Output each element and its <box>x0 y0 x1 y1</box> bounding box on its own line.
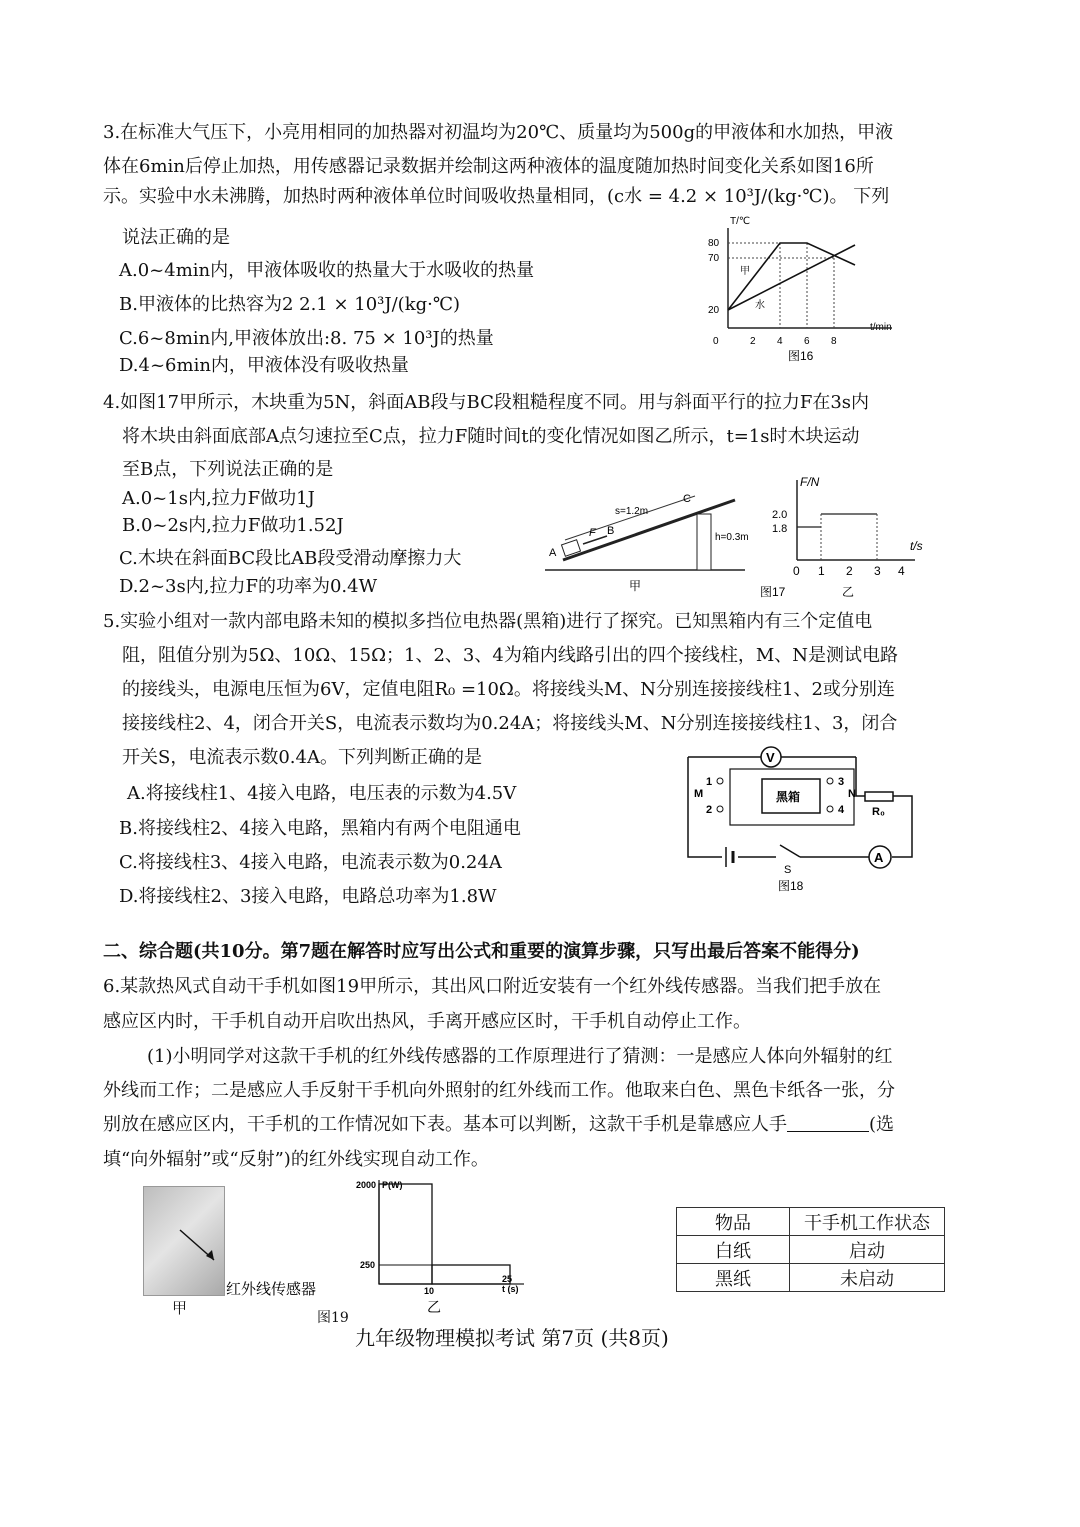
q5-line-3: 的接线头，电源电压恒为6V，定值电阻R₀ =10Ω。将接线头M、N分别连接接线柱1、2或分别连 <box>122 679 895 700</box>
fig18-terminal-2: 2 <box>706 804 713 816</box>
answer-blank <box>787 1113 869 1132</box>
fig18-terminal-dot-1 <box>717 778 723 784</box>
q5-option-a: A.将接线柱1、4接入电路，电压表的示数为4.5V <box>127 783 517 804</box>
fig17-x-tick-0: 0 <box>793 564 800 578</box>
fig18-wire-n <box>856 757 865 796</box>
sensor-pointer-arrow <box>206 1250 214 1260</box>
q3-option-c: C.6~8min内,甲液体放出:8. 75 × 10³J的热量 <box>119 328 494 349</box>
fig18-m-label: M <box>694 788 704 800</box>
fig18-wire-right <box>892 796 912 857</box>
fig16-x-tick-8: 8 <box>831 336 837 347</box>
fig17-force-label: F <box>589 527 596 539</box>
q6-line-5 <box>103 1113 894 1137</box>
fig17-h-label: h=0.3m <box>715 532 749 543</box>
fig17-sub-yi: 乙 <box>842 585 855 599</box>
fig18-terminal-1: 1 <box>706 776 713 788</box>
fig16-x-tick-2: 2 <box>750 336 756 347</box>
q5-option-b: B.将接线柱2、4接入电路，黑箱内有两个电阻通电 <box>119 818 521 839</box>
q4-line-3: 至B点，下列说法正确的是 <box>122 459 334 480</box>
fig18-resistor-r0 <box>865 792 893 801</box>
q6-line-3: (1)小明同学对这款干手机的红外线传感器的工作原理进行了猜测：一是感应人体向外辐射的红 <box>147 1046 893 1067</box>
fig18-black-box-label: 黑箱 <box>776 790 801 804</box>
q3-option-a: A.0~4min内，甲液体吸收的热量大于水吸收的热量 <box>119 260 535 281</box>
fig18-terminal-3: 3 <box>838 776 845 788</box>
table-header-row <box>677 1208 945 1236</box>
fig19-bar-250 <box>432 1265 513 1284</box>
fig16-y-tick-70: 70 <box>708 253 720 264</box>
fig16-y-label: T/℃ <box>730 216 751 227</box>
fig17-x-tick-3: 3 <box>874 564 881 578</box>
fig17-y-tick-1-8: 1.8 <box>772 523 788 535</box>
fig19-caption: 图19 <box>317 1310 349 1326</box>
fig16-x-tick-0: 0 <box>713 336 719 347</box>
table-cell: 启动 <box>790 1236 945 1264</box>
table-cell: 白纸 <box>677 1236 790 1264</box>
fig19-sub-yi: 乙 <box>427 1299 441 1315</box>
q6-line-5-text: 别放在感应区内，干手机的工作情况如下表。基本可以判断，这款干手机是靠感应人手 <box>103 1114 787 1135</box>
q5-line-5: 开关S，电流表示数0.4A。下列判断正确的是 <box>122 747 482 768</box>
q3-option-b: B.甲液体的比热容为2 2.1 × 10³J/(kg·℃) <box>119 294 461 315</box>
fig18-n-label: N <box>848 788 856 800</box>
fig18-terminal-dot-3 <box>827 778 833 784</box>
q6-line-4: 外线而工作；二是感应人手反射干手机向外照射的红外线而工作。他取来白色、黑色卡纸各一张，分 <box>103 1080 895 1101</box>
fig19-y-tick-250: 250 <box>360 1260 376 1270</box>
figure-18-circuit <box>680 735 920 895</box>
fig18-r0-label: R₀ <box>872 806 885 818</box>
fig17-sub-jia: 甲 <box>629 579 642 593</box>
fig17-x-label: t/s <box>910 539 923 553</box>
figure-19-jia-label <box>170 1226 340 1306</box>
fig18-voltmeter-label: V <box>766 750 775 765</box>
q4-option-c: C.木块在斜面BC段比AB段受滑动摩擦力大 <box>119 548 462 569</box>
dryer-results-table <box>676 1207 945 1292</box>
fig19-y-tick-2000: 2000 <box>356 1180 377 1190</box>
figure-19-power-graph <box>352 1176 532 1316</box>
fig16-x-tick-6: 6 <box>804 336 810 347</box>
fig16-x-label: t/min <box>870 322 892 333</box>
table-header-item: 物品 <box>677 1208 790 1236</box>
q5-option-d: D.将接线柱2、3接入电路，电路总功率为1.8W <box>119 886 497 907</box>
fig17-length-marker <box>565 496 695 540</box>
q5-line-2: 阻，阻值分别为5Ω、10Ω、15Ω；1、2、3、4为箱内线路引出的四个接线柱，M、N是测试电路 <box>122 645 899 666</box>
fig18-switch <box>780 845 800 857</box>
fig18-terminal-4: 4 <box>838 804 845 816</box>
fig18-ammeter-label: A <box>874 850 884 865</box>
figure-17-incline <box>545 470 749 600</box>
fig17-x-tick-4: 4 <box>898 564 905 578</box>
fig17-support <box>697 514 711 570</box>
fig17-y-tick-2: 2.0 <box>772 509 788 521</box>
fig18-switch-label: S <box>784 864 792 876</box>
figure-16-chart <box>700 212 900 370</box>
fig19-y-label: P(W) <box>382 1180 403 1190</box>
q3-line-3: 示。实验中水未沸腾，加热时两种液体单位时间吸收热量相同，(c水 = 4.2 × 10³J/(kg·℃)。 下列 <box>103 186 890 207</box>
q3-option-d: D.4~6min内，甲液体没有吸收热量 <box>119 355 409 376</box>
q6-line-5-tail: (选 <box>869 1114 895 1135</box>
fig16-label-water: 水 <box>755 300 765 311</box>
table-row <box>677 1264 945 1292</box>
fig18-terminal-dot-2 <box>717 806 723 812</box>
fig17-x-tick-2: 2 <box>846 564 853 578</box>
q3-line-1: 3.在标准大气压下，小亮用相同的加热器对初温均为20℃、质量均为500g的甲液体和水加热，甲液 <box>103 122 894 143</box>
fig19-x-tick-10: 10 <box>424 1286 435 1296</box>
fig19-bar-2000 <box>379 1184 432 1284</box>
fig17-caption: 图17 <box>760 585 786 599</box>
fig18-wire-left <box>688 757 722 857</box>
q4-option-d: D.2~3s内,拉力F的功率为0.4W <box>119 576 378 597</box>
figure-17-graph <box>760 470 923 602</box>
fig19-x-tick-25: 25 <box>502 1274 513 1284</box>
page-footer: 九年级物理模拟考试 第7页 (共8页) <box>355 1326 669 1350</box>
fig16-series-water <box>728 245 855 310</box>
q5-line-4: 接接线柱2、4，闭合开关S，电流表示数均为0.24A；将接线头M、N分别连接接线柱1、3，闭合 <box>122 713 898 734</box>
fig18-terminal-dot-4 <box>827 806 833 812</box>
fig16-caption: 图16 <box>788 349 814 363</box>
fig17-x-tick-1: 1 <box>818 564 825 578</box>
fig17-point-c: C <box>683 493 691 505</box>
q4-line-2: 将木块由斜面底部A点匀速拉至C点，拉力F随时间t的变化情况如图乙所示，t=1s时木块运动 <box>122 426 860 447</box>
table-cell: 未启动 <box>790 1264 945 1292</box>
fig17-y-label: F/N <box>800 475 820 489</box>
q3-line-4: 说法正确的是 <box>122 227 230 248</box>
table-header-state: 干手机工作状态 <box>790 1208 945 1236</box>
fig19-sub-jia: 甲 <box>172 1299 188 1317</box>
q6-line-2: 感应区内时，干手机自动开启吹出热风，手离开感应区时，干手机自动停止工作。 <box>103 1011 751 1032</box>
table-row <box>677 1236 945 1264</box>
q3-line-2: 体在6min后停止加热，用传感器记录数据并绘制这两种液体的温度随加热时间变化关系如图16所 <box>103 156 874 177</box>
q4-line-1: 4.如图17甲所示，木块重为5N，斜面AB段与BC段粗糙程度不同。用与斜面平行的拉力F在3s内 <box>103 392 870 413</box>
q6-line-1: 6.某款热风式自动干手机如图19甲所示，其出风口附近安装有一个红外线传感器。当我们把手放在 <box>103 976 882 997</box>
section-2-heading: 二、综合题(共10分。第7题在解答时应写出公式和重要的演算步骤，只写出最后答案不能得分) <box>103 941 860 962</box>
fig16-x-tick-4: 4 <box>777 336 783 347</box>
q5-line-1: 5.实验小组对一款内部电路未知的模拟多挡位电热器(黑箱)进行了探究。已知黑箱内有三个定值电 <box>103 611 873 632</box>
q5-option-c: C.将接线柱3、4接入电路，电流表示数为0.24A <box>119 852 502 873</box>
fig17-point-a: A <box>549 547 557 559</box>
fig16-y-tick-20: 20 <box>708 305 720 316</box>
q4-option-b: B.0~2s内,拉力F做功1.52J <box>122 515 344 536</box>
fig16-y-tick-80: 80 <box>708 238 720 249</box>
fig17-s-label: s=1.2m <box>615 506 649 517</box>
fig17-point-b: B <box>607 525 615 537</box>
table-cell: 黑纸 <box>677 1264 790 1292</box>
fig19-x-label: t (s) <box>502 1284 519 1294</box>
q4-option-a: A.0~1s内,拉力F做功1J <box>122 488 315 509</box>
fig18-caption: 图18 <box>778 879 804 893</box>
sensor-label: 红外线传感器 <box>226 1281 317 1298</box>
q6-line-6: 填“向外辐射”或“反射”)的红外线实现自动工作。 <box>103 1149 489 1170</box>
fig16-label-jia: 甲 <box>740 266 750 277</box>
